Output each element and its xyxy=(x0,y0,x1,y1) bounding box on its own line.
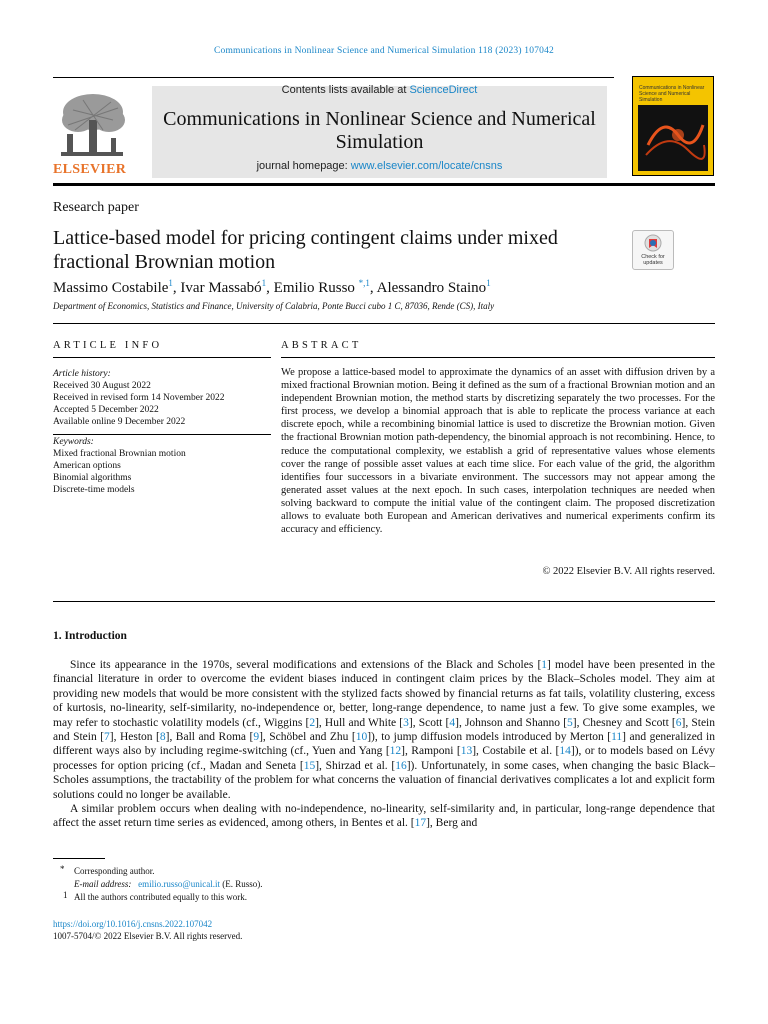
citation-link[interactable]: 2 xyxy=(309,716,316,729)
citation-link[interactable]: 11 xyxy=(611,731,623,744)
homepage-link[interactable]: www.elsevier.com/locate/cnsns xyxy=(350,160,503,172)
citation-link[interactable]: 7 xyxy=(104,731,110,744)
doi-link[interactable]: https://doi.org/10.1016/j.cnsns.2022.107042 xyxy=(53,919,213,929)
citation-link[interactable]: 9 xyxy=(253,731,260,744)
journal-reference[interactable]: Communications in Nonlinear Science and Numerical Simulation 118 (2023) 107042 xyxy=(213,46,555,56)
citation-link[interactable]: 4 xyxy=(449,716,456,729)
footnote-email xyxy=(74,878,262,891)
citation-link[interactable]: 3 xyxy=(403,716,409,729)
divider xyxy=(53,601,715,602)
citation-link[interactable]: 6 xyxy=(675,716,682,729)
introduction-body xyxy=(53,658,715,831)
divider xyxy=(53,323,715,324)
footnote-rule xyxy=(53,858,105,859)
cover-title: Communications in Nonlinear Science and Numerical Simulation xyxy=(639,85,705,103)
history-item: Available online 9 December 2022 xyxy=(53,417,186,427)
author-footnote-mark[interactable]: 1 xyxy=(261,278,267,288)
affiliation: Department of Economics, Statistics and Finance, University of Calabria, Ponte Bucci cubo 1 C, 87036, Rende (CS), Italy xyxy=(53,301,495,311)
sciencedirect-link[interactable]: ScienceDirect xyxy=(409,84,478,96)
footnote-equal: All the authors contributed equally to this work. xyxy=(74,892,247,902)
header-top-rule xyxy=(53,77,614,78)
check-updates-label: Check for updates xyxy=(641,254,665,266)
contents-prefix: Contents lists available at xyxy=(281,84,410,96)
keyword-item: American options xyxy=(53,461,121,471)
citation-link[interactable]: 10 xyxy=(355,731,368,744)
homepage-line xyxy=(152,160,607,172)
citation-link[interactable]: 14 xyxy=(559,745,571,758)
author-name: Alessandro Staino xyxy=(376,280,487,296)
issn-line: 1007-5704/© 2022 Elsevier B.V. All rights reserved. xyxy=(53,931,243,941)
history-item: Accepted 5 December 2022 xyxy=(53,405,159,415)
divider xyxy=(53,434,271,435)
contents-line xyxy=(152,84,607,96)
keyword-item: Mixed fractional Brownian motion xyxy=(53,449,186,459)
header-thick-rule xyxy=(53,183,715,186)
author-name: Ivar Massabó xyxy=(180,280,262,296)
history-item: Received 30 August 2022 xyxy=(53,381,151,391)
journal-title: Communications in Nonlinear Science and Numerical Simulation xyxy=(163,108,596,153)
footnote-corresponding-mark: * xyxy=(60,864,65,874)
section-heading-introduction: 1. Introduction xyxy=(53,630,127,642)
keywords-panel xyxy=(53,436,271,496)
author-footnote-mark[interactable]: 1 xyxy=(486,278,491,288)
abstract-heading: ABSTRACT xyxy=(281,340,362,351)
journal-cover-thumbnail[interactable] xyxy=(632,76,714,176)
history-item: Received in revised form 14 November 2022 xyxy=(53,393,225,403)
author-name: Massimo Costabile xyxy=(53,280,169,296)
history-label: Article history: xyxy=(53,369,111,379)
author-footnote-mark[interactable]: *,1 xyxy=(358,278,370,288)
email-link[interactable]: emilio.russo@unical.it xyxy=(138,879,220,889)
article-type: Research paper xyxy=(53,200,139,215)
email-label: E-mail address: xyxy=(74,879,132,889)
footnote-equal-mark: 1 xyxy=(63,890,68,900)
keyword-item: Binomial algorithms xyxy=(53,473,132,483)
publisher-wordmark[interactable]: ELSEVIER xyxy=(53,162,127,177)
keywords-label: Keywords: xyxy=(53,437,94,447)
paragraph: A similar problem occurs when dealing with no-independence, no-linearity, self-similarity and, in particular, long-range dependence that affect the asset return time series as evidenced, among others, in Bentes et al. [17], Berg and xyxy=(53,803,715,830)
article-title: Lattice-based model for pricing contingent claims under mixed fractional Brownian motion xyxy=(53,227,558,273)
citation-link[interactable]: 16 xyxy=(395,759,407,772)
citation-link[interactable]: 17 xyxy=(414,817,427,830)
citation-link[interactable]: 5 xyxy=(567,716,573,729)
article-info-heading: ARTICLE INFO xyxy=(53,340,163,351)
email-suffix: (E. Russo). xyxy=(219,879,263,889)
divider xyxy=(281,357,715,358)
author-footnote-mark[interactable]: 1 xyxy=(168,278,173,288)
check-for-updates-badge[interactable] xyxy=(632,230,674,270)
abstract-copyright: © 2022 Elsevier B.V. All rights reserved. xyxy=(542,566,715,577)
citation-link[interactable]: 13 xyxy=(460,745,473,758)
keyword-item: Discrete-time models xyxy=(53,485,135,495)
author-list: Massimo Costabile$^1$, Ivar Massabó$^1$, Emilio Russo $^{*,1}$, Alessandro Staino$^1$ xyxy=(53,278,491,296)
article-info-panel xyxy=(53,368,271,428)
homepage-prefix: journal homepage: xyxy=(256,160,351,172)
paragraph: Since its appearance in the 1970s, several modifications and extensions of the Black and Scholes [1] model have been presented in the financial literature in order to overcome the evident biases induced in contingent claim prices by the Black–Scholes model. They aim at providing new models that would be more consistent with the stylized facts showed by financial returns as fat tails, volatility clustering, excess of kurtosis, no-linearity, self-similarity, no-independence or, better, long-range dependence, to name just a few. To give some examples, we may refer to stochastic volatility models (cf., Wiggins [2], Hull and White [3], Scott [4], Johnson and Shanno [5], Chesney and Scott [6], Stein and Stein [7], Heston [8], Ball and Roma [9], Schöbel and Zhu [10]), to jump diffusion models introduced by Merton [11] and generalized in different ways also by including regime-switching (cf., Yuen and Yang [12], Ramponi [13], Costabile et al. [14]), or to models based on Lévy processes for option pricing (cf., Madan and Seneta [15], Shirzad et al. [16]). Unfortunately, in some cases, when changing the basic Black–Scholes assumptions, the tractability of the problem for what concerns the valuation of financial derivatives complicates a lot and explicit form solutions could no longer be available. xyxy=(53,659,715,801)
citation-link[interactable]: 15 xyxy=(303,759,316,772)
footnote-corresponding: Corresponding author. xyxy=(74,866,155,876)
divider xyxy=(53,357,271,358)
cover-artwork xyxy=(638,105,708,171)
author-name: Emilio Russo xyxy=(273,280,355,296)
abstract-text: We propose a lattice-based model to approximate the dynamics of an asset with diffusion driven by a mixed fractional Brownian motion. Being it defined as the sum of a fractional Brownian motion and an independent Brownian motion, the method starts by discretizing separately the two processes. For the first process, we develop a binomial approach that is able to replicate the process variance at each discrete epoch, while a recombining binomial lattice is used to discretize the Brownian motion. Given the fractional Brownian motion path-dependency, the binomial approach is not recombining. Hence, to reduce the computational complexity, we establish a grid of representative values whose elements cover the range of possible asset values at each time slice. For each value of the grid, the algorithm identifies four successors in a bivariate environment. The successors may not appear among the generated asset values at the next epoch. In such cases, interpolation techniques are needed when solving backward to compute the initial value of the contingent claim. The proposed discretization allows to evaluate both European and American derivatives and numerical experiments confirm its accuracy and efficiency. xyxy=(281,367,715,536)
citation-link[interactable]: 8 xyxy=(159,731,166,744)
citation-link[interactable]: 1 xyxy=(541,659,548,671)
citation-link[interactable]: 12 xyxy=(389,745,402,758)
